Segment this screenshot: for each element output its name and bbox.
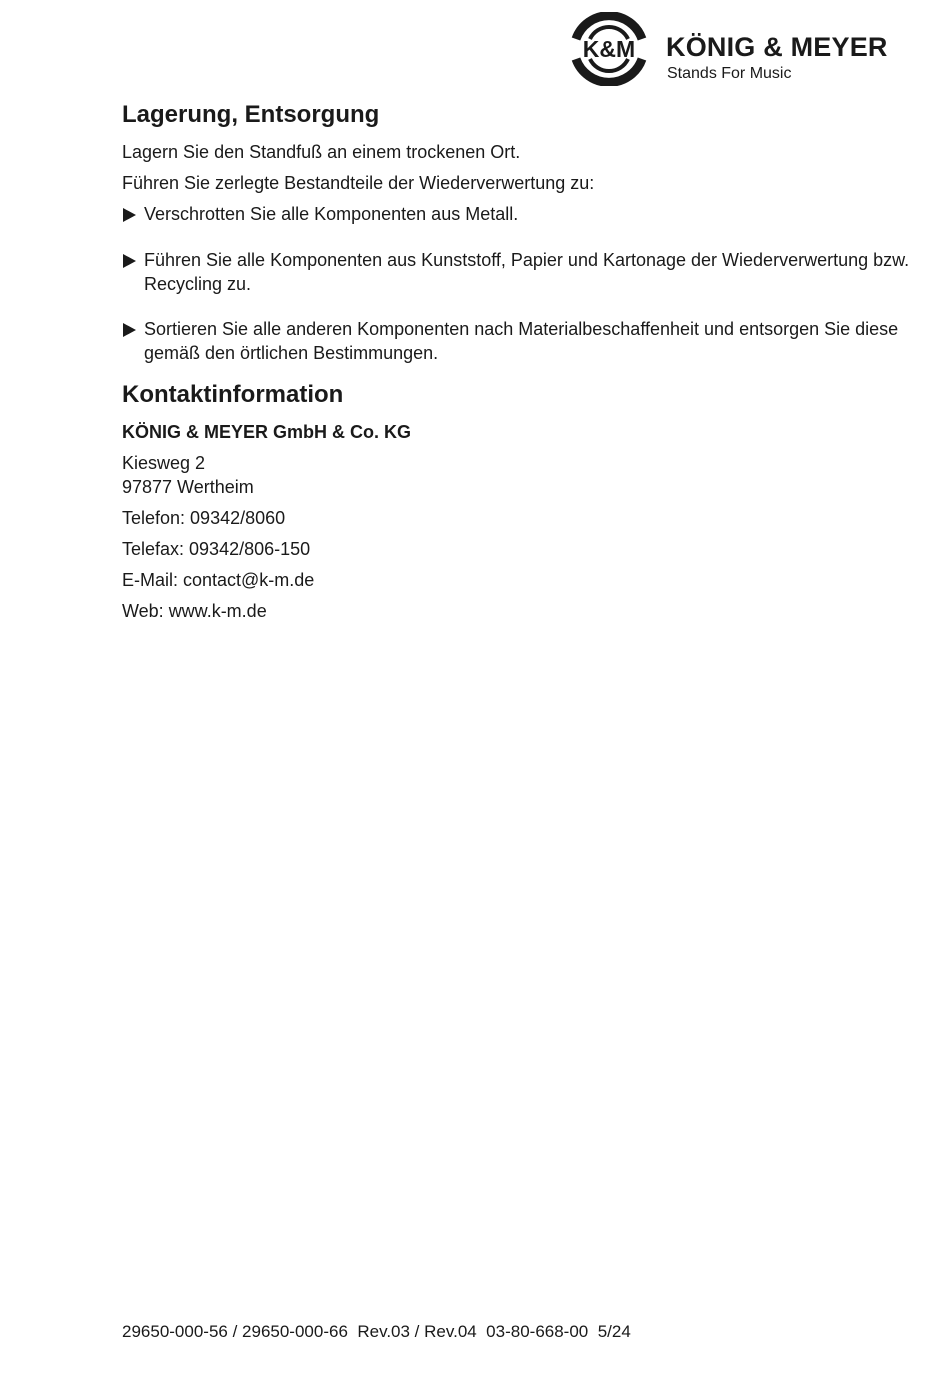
contact-street: Kiesweg 2	[122, 453, 206, 473]
contact-web: Web: www.k-m.de	[122, 601, 267, 621]
logo-mark-text: K&M	[582, 36, 636, 62]
contact-city: 97877 Wertheim	[122, 477, 254, 497]
contact-email: E-Mail: contact@k-m.de	[122, 570, 315, 590]
list-item-text: Führen Sie alle Komponenten aus Kunststoff, Papier und Kartonage der Wiederverwertung bzw. Recycling zu.	[144, 250, 910, 294]
contact-phone: Telefon: 09342/8060	[122, 508, 286, 528]
list-item	[122, 317, 922, 365]
page-footer: 29650-000-56 / 29650-000-66 Rev.03 / Rev.04 03-80-668-00 5/24	[122, 1322, 631, 1341]
arrow-right-icon	[123, 208, 136, 222]
logo-tagline: Stands For Music	[667, 65, 792, 82]
storage-intro-1: Lagern Sie den Standfuß an einem trockenen Ort.	[122, 142, 521, 162]
logo-brand-name: KÖNIG & MEYER	[666, 32, 888, 62]
storage-heading: Lagerung, Entsorgung	[122, 101, 380, 128]
storage-intro-2: Führen Sie zerlegte Bestandteile der Wiederverwertung zu:	[122, 173, 595, 193]
contact-company: KÖNIG & MEYER GmbH & Co. KG	[122, 422, 412, 442]
list-item	[122, 248, 922, 296]
list-item-text: Sortieren Sie alle anderen Komponenten nach Materialbeschaffenheit und entsorgen Sie diese gemäß den örtlichen Bestimmungen.	[144, 319, 899, 363]
list-item	[122, 202, 922, 226]
contact-heading: Kontaktinformation	[122, 381, 344, 408]
contact-fax: Telefax: 09342/806-150	[122, 539, 311, 559]
arrow-right-icon	[123, 323, 136, 337]
list-item-text: Verschrotten Sie alle Komponenten aus Metall.	[144, 204, 519, 224]
brand-logo	[568, 12, 940, 88]
km-logo-mark	[568, 12, 650, 86]
arrow-right-icon	[123, 254, 136, 268]
